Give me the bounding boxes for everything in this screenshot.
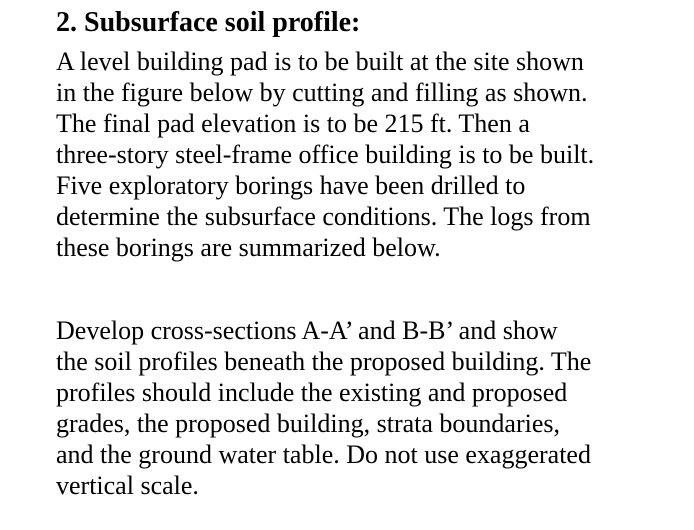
paragraph-line: these borings are summarized below. <box>56 233 441 262</box>
problem-description-paragraph <box>56 46 594 263</box>
paragraph-line: Develop cross-sections A-A’ and B-B’ and show <box>56 316 558 345</box>
paragraph-line: Five exploratory borings have been drilled to <box>56 171 526 200</box>
task-instructions-paragraph <box>56 315 591 501</box>
paragraph-line: the soil profiles beneath the proposed building. The <box>56 347 592 376</box>
paragraph-line: in the figure below by cutting and filling as shown. <box>56 78 588 107</box>
paragraph-line: A level building pad is to be built at the site shown <box>56 47 584 76</box>
paragraph-line: vertical scale. <box>56 471 199 500</box>
paragraph-line: grades, the proposed building, strata boundaries, <box>56 409 560 438</box>
paragraph-line: determine the subsurface conditions. The logs from <box>56 202 591 231</box>
paragraph-line: The final pad elevation is to be 215 ft. Then a <box>56 109 530 138</box>
section-heading: 2. Subsurface soil profile: <box>56 7 361 38</box>
paragraph-line: profiles should include the existing and proposed <box>56 378 568 407</box>
paragraph-line: and the ground water table. Do not use exaggerated <box>56 440 591 469</box>
paragraph-line: three-story steel-frame office building is to be built. <box>56 140 595 169</box>
